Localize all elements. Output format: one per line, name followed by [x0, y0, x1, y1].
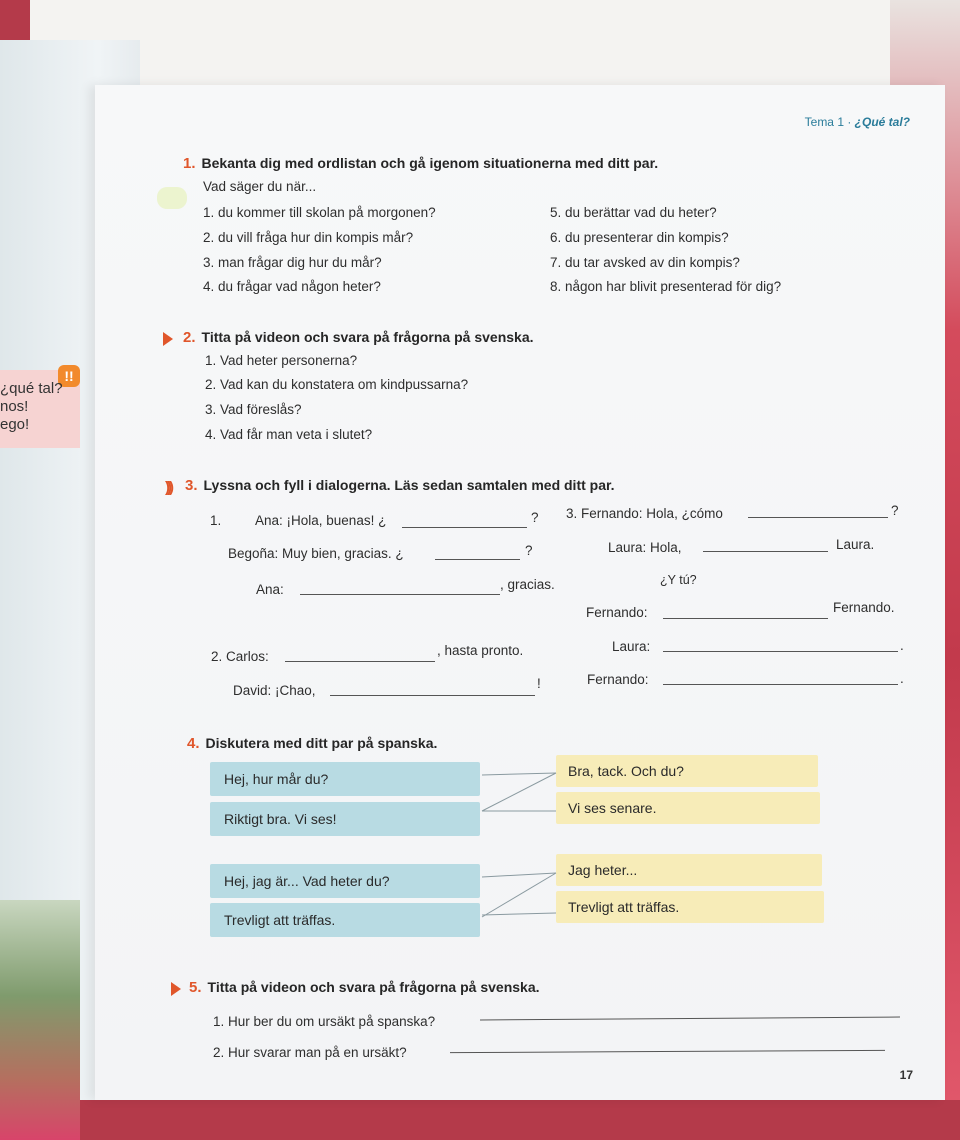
fill-in-blank[interactable]	[285, 661, 435, 662]
dialogue-line: Laura:	[612, 639, 651, 654]
list-item: 2. Hur svarar man på en ursäkt?	[213, 1045, 407, 1060]
dialogue-line: David: ¡Chao,	[233, 683, 316, 698]
list-item: 3. man frågar dig hur du mår?	[203, 255, 382, 270]
list-item: 6. du presenterar din kompis?	[550, 230, 729, 245]
exercise-4-title	[187, 735, 437, 752]
response-box[interactable]: Trevligt att träffas.	[556, 891, 824, 923]
phrase-box[interactable]: Trevligt att träffas.	[210, 903, 480, 937]
response-box[interactable]: Bra, tack. Och du?	[556, 755, 818, 787]
phrase-box[interactable]: Hej, hur mår du?	[210, 762, 480, 796]
dialogue-line-end: .	[900, 671, 904, 686]
fill-in-blank[interactable]	[663, 618, 828, 619]
previous-page-text: nos!	[0, 398, 29, 415]
fill-in-blank[interactable]	[663, 651, 898, 652]
dialogue-line-end: ?	[891, 503, 899, 518]
list-item: 3. Vad föreslås?	[205, 402, 302, 417]
dialogue-line-end: Fernando.	[833, 600, 895, 615]
highlight-icon	[157, 187, 187, 209]
dialogue-number: 1.	[210, 513, 222, 528]
exercise-title-text: Lyssna och fyll i dialogerna. Läs sedan samtalen med ditt par.	[203, 477, 615, 493]
play-icon[interactable]	[163, 332, 173, 346]
dialogue-line: ¿Y tú?	[660, 573, 697, 587]
exercise-3-title	[185, 477, 615, 494]
list-item: 1. Vad heter personerna?	[205, 353, 358, 368]
fill-in-blank[interactable]	[300, 594, 500, 595]
dialogue-line-end: .	[900, 638, 904, 653]
dialogue-line: Fernando:	[586, 605, 648, 620]
audio-icon[interactable]: )))	[165, 479, 171, 496]
dialogue-line: Ana:	[256, 582, 284, 597]
fill-in-blank[interactable]	[748, 517, 888, 518]
page-header	[805, 115, 910, 129]
play-icon[interactable]	[171, 982, 181, 996]
list-item: 1. du kommer till skolan på morgonen?	[203, 205, 436, 220]
exercise-title-text: Diskutera med ditt par på spanska.	[205, 735, 438, 751]
page-number: 17	[899, 1068, 913, 1082]
header-prefix: Tema 1 ·	[804, 115, 855, 129]
exercise-1-intro: Vad säger du när...	[203, 179, 317, 194]
dialogue-line-end: Laura.	[836, 537, 875, 552]
list-item: 4. Vad får man veta i slutet?	[205, 427, 373, 442]
list-item: 2. du vill fråga hur din kompis mår?	[203, 230, 414, 245]
answer-line[interactable]	[480, 1017, 900, 1021]
exercise-number: 2.	[183, 329, 196, 346]
connector-lines	[480, 755, 560, 935]
exercise-number: 5.	[189, 979, 202, 996]
dialogue-line: Begoña: Muy bien, gracias. ¿	[228, 546, 404, 561]
dialogue-line: Laura: Hola,	[608, 540, 682, 555]
fill-in-blank[interactable]	[663, 684, 898, 685]
dialogue-line: 2. Carlos:	[211, 649, 269, 664]
header-topic: ¿Qué tal?	[854, 115, 910, 129]
answer-line[interactable]	[450, 1050, 885, 1053]
list-item: 1. Hur ber du om ursäkt på spanska?	[213, 1014, 436, 1029]
background-paper	[30, 0, 890, 90]
dialogue-line-end: !	[537, 676, 541, 691]
exercise-number: 3.	[185, 477, 198, 494]
dialogue-line-end: ?	[525, 543, 533, 558]
previous-page-text: ego!	[0, 416, 30, 433]
fill-in-blank[interactable]	[330, 695, 535, 696]
phrase-box[interactable]: Riktigt bra. Vi ses!	[210, 802, 480, 836]
response-box[interactable]: Vi ses senare.	[556, 792, 820, 824]
exclamation-badge-icon: !!	[58, 365, 80, 387]
exercise-2-title	[183, 329, 534, 346]
exercise-1-title	[183, 155, 658, 172]
list-item: 7. du tar avsked av din kompis?	[550, 255, 740, 270]
exercise-title-text: Bekanta dig med ordlistan och gå igenom situationerna med ditt par.	[201, 155, 659, 171]
dialogue-line: Ana: ¡Hola, buenas! ¿	[255, 513, 387, 528]
exercise-5-title	[189, 979, 540, 996]
fill-in-blank[interactable]	[703, 551, 828, 552]
response-box[interactable]: Jag heter...	[556, 854, 822, 886]
phrase-box[interactable]: Hej, jag är... Vad heter du?	[210, 864, 480, 898]
exercise-number: 4.	[187, 735, 200, 752]
exercise-number: 1.	[183, 155, 196, 172]
exercise-title-text: Titta på videon och svara på frågorna på svenska.	[207, 979, 540, 995]
exercise-title-text: Titta på videon och svara på frågorna på svenska.	[201, 329, 534, 345]
dialogue-line: Fernando:	[587, 672, 649, 687]
previous-page-photo	[0, 900, 80, 1140]
dialogue-line-end: ?	[531, 510, 539, 525]
list-item: 8. någon har blivit presenterad för dig?	[550, 279, 782, 294]
list-item: 2. Vad kan du konstatera om kindpussarna?	[205, 377, 469, 392]
list-item: 4. du frågar vad någon heter?	[203, 279, 381, 294]
list-item: 5. du berättar vad du heter?	[550, 205, 717, 220]
workbook-page	[95, 85, 945, 1100]
dialogue-line-end: , gracias.	[500, 577, 555, 592]
fill-in-blank[interactable]	[402, 527, 527, 528]
dialogue-line: 3. Fernando: Hola, ¿cómo	[566, 506, 723, 521]
fill-in-blank[interactable]	[435, 559, 520, 560]
dialogue-line-end: , hasta pronto.	[437, 643, 524, 658]
previous-page-text: ¿qué tal?	[0, 380, 63, 397]
